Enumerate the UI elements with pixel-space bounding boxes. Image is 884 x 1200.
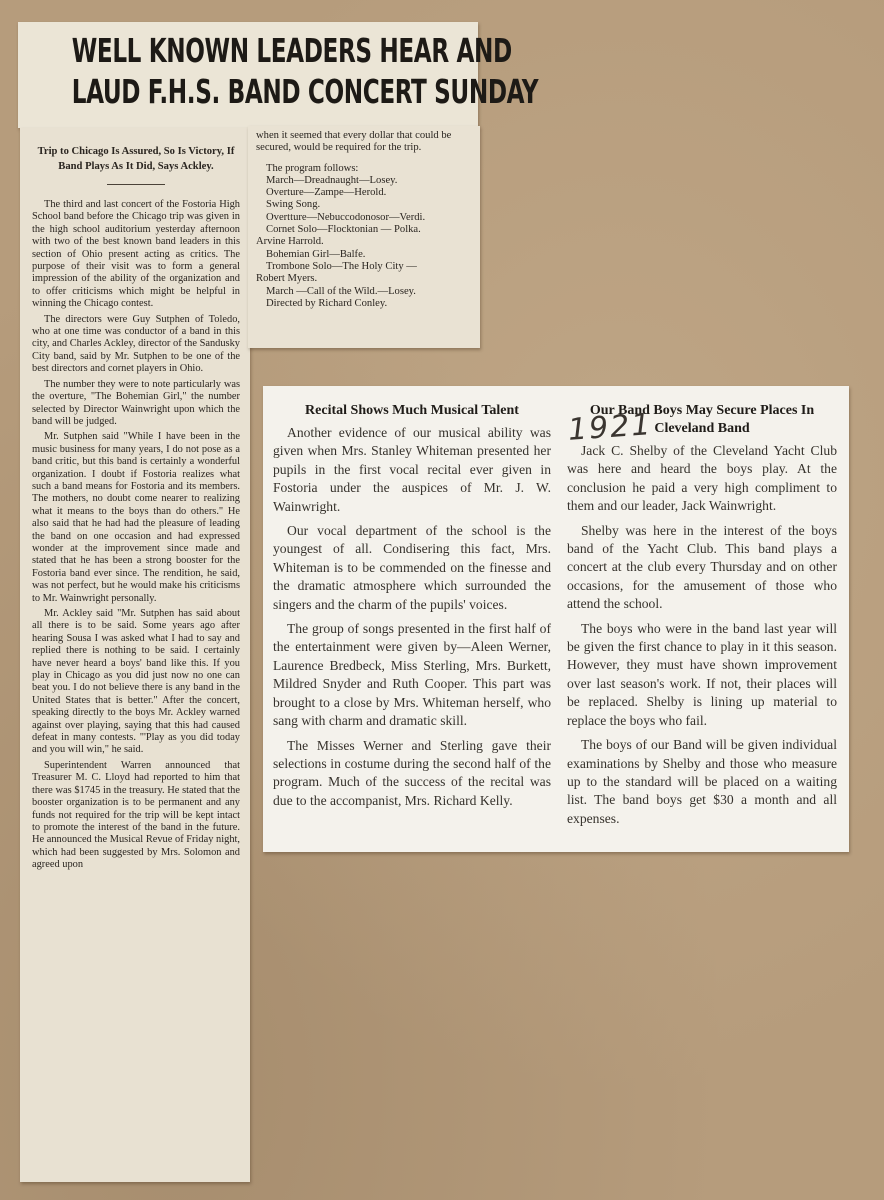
recital-paragraph: The Misses Werner and Sterling gave their selections in costume during the second half of the program. Much of the success of the recital was due to the accompanist, Mrs. Richard Kelly. bbox=[273, 737, 551, 808]
article-continuation: when it seemed that every dollar that could be secured, would be required for the trip. bbox=[256, 130, 452, 154]
program-item: Bohemian Girl—Balfe. bbox=[266, 248, 366, 260]
article-column-2 bbox=[248, 126, 480, 348]
program-item: Swing Song. bbox=[266, 199, 321, 211]
headline bbox=[71, 30, 539, 112]
article-column-1 bbox=[20, 128, 250, 1182]
program-item: March —Call of the Wild.—Losey. bbox=[266, 285, 416, 297]
program-item: Trombone Solo—The Holy City — bbox=[266, 260, 417, 272]
band-boys-paragraph: Jack C. Shelby of the Cleveland Yacht Club was here and heard the boys play. At the conclusion he paid a very high compliment to them and our leader, Jack Wainwright. bbox=[567, 443, 837, 514]
program-item: Arvine Harrold. bbox=[256, 236, 324, 248]
article-paragraph: Mr. Sutphen said "While I have been in the music business for many years, I do not pose as a band critic, but this band is certainly a wonderful organization. I doubt if Fostoria realizes what such a band means for Fostoria and its members. The mothers, no doubt come nearer to realizing what it means to the boys than do others." He also said that he had had the pleasure of leading the band on one occasion and had expressed wonder at the improvement since made and stated that he has been a strong booster for the Fostoria band ever since. The rendition, he said, was not perfect, but he would make his criticisms to Mr. Wainwright personally. bbox=[32, 431, 240, 604]
recital-paragraph: Another evidence of our musical ability was given when Mrs. Stanley Whiteman presented her pupils in the first vocal recital ever given in Fostoria under the auspices of Mr. J. W. Wainwright. bbox=[273, 425, 551, 514]
article-paragraph: The number they were to note particularly was the overture, "The Bohemian Girl," the number selected by Director Wainwright upon which the band will be judged. bbox=[32, 378, 240, 427]
deck-divider bbox=[107, 184, 165, 185]
typed-sheet bbox=[263, 386, 849, 852]
headline-line-2: LAUD F.H.S. BAND CONCERT SUNDAY bbox=[71, 72, 539, 111]
band-boys-paragraph: The boys who were in the band last year will be given the first chance to play in it this season. However, they must have shown improvement over last season's work. If not, their places will be replaced. Shelby is lining up material to replace the boys who fail. bbox=[567, 620, 837, 728]
band-boys-title: Our Band Boys May Secure Places In Cleveland Band bbox=[589, 403, 815, 436]
program-item: March—Dreadnaught—Losey. bbox=[266, 174, 398, 186]
program-item: Robert Myers. bbox=[256, 273, 318, 285]
recital-title: Recital Shows Much Musical Talent bbox=[305, 403, 519, 418]
band-boys-paragraph: Shelby was here in the interest of the boys band of the Yacht Club. This band plays a concert at the club every Thursday and on other occasions, for the amusement of those who attend the school. bbox=[567, 522, 837, 612]
program-item: Overtture—Nebuccodonosor—Verdi. bbox=[266, 211, 426, 223]
article-paragraph: Superintendent Warren announced that Treasurer M. C. Lloyd had reported to him that there was $1745 in the treasury. He stated that the booster organization is to be permanent and any funds not required for the trip will be kept intact to promote the interest of the band in the future. He announced the Musical Revue of Friday night, which had been suggested by Mrs. Solomon and agreed upon bbox=[32, 759, 240, 871]
article-paragraph: Mr. Ackley said "Mr. Sutphen has said about all there is to be said. Some years ago after hearing Sousa I was asked what I had to say and replied there is nothing to be said. I certainly have never heard a boys' band like this. If you play in Chicago as you did just now no one can beat you. I do not believe there is any band in the United States that is better." After the concert, speaking directly to the boys Mr. Ackley warned against over playing, saying that this had caused defeat in many contests. "'Play as you did today and you will win," he said. bbox=[32, 608, 240, 756]
recital-paragraph: Our vocal department of the school is the youngest of all. Condisering this fact, Mrs. Whiteman is to be commended on the finesse and the dramatic atmosphere which surrounded the singers and the charm of the pupils' voices. bbox=[273, 523, 551, 612]
recital-article bbox=[273, 402, 551, 816]
program-item: Directed by Richard Conley. bbox=[266, 297, 388, 309]
article-deck: Trip to Chicago Is Assured, So Is Victory, If Band Plays As It Did, Says Ackley. bbox=[37, 146, 235, 172]
article-paragraph: The directors were Guy Sutphen of Toledo, who at one time was conductor of a band in this city, and Charles Ackley, director of the Sandusky City band, said by Mr. Sutphen to be one of the best directors and cornet players in Ohio. bbox=[32, 313, 240, 375]
headline-clipping bbox=[18, 22, 539, 128]
program-heading: The program follows: bbox=[266, 162, 359, 174]
program-item: Overture—Zampe—Herold. bbox=[266, 187, 387, 199]
recital-paragraph: The group of songs presented in the first half of the entertainment were given by—Aleen Werner, Laurence Bredbeck, Miss Sterling, Mrs. Burkett, Mildred Snyder and Ruth Cooper. This part was brought to a close by Mrs. Whiteman herself, who sang with charm and dramatic skill. bbox=[273, 621, 551, 729]
band-boys-paragraph: The boys of our Band will be given individual examinations by Shelby and those who measure up to the standard will be placed on a waiting list. The band boys get $30 a month and all expenses. bbox=[567, 737, 837, 826]
band-boys-article bbox=[567, 402, 837, 834]
article-paragraph: The third and last concert of the Fostoria High School band before the Chicago trip was given in the high school auditorium yesterday afternoon with two of the best known band leaders in this section of Ohio present acting as critics. The purpose of their visit was to form a general impression of the ability of the organization and to offer criticisms which might be helpful in winning the Chicago contest. bbox=[32, 199, 240, 310]
headline-line-1: WELL KNOWN LEADERS HEAR AND bbox=[71, 31, 512, 70]
handwritten-year: 1921 bbox=[566, 407, 654, 448]
program-item: Cornet Solo—Flocktonian — Polka. bbox=[266, 224, 421, 236]
